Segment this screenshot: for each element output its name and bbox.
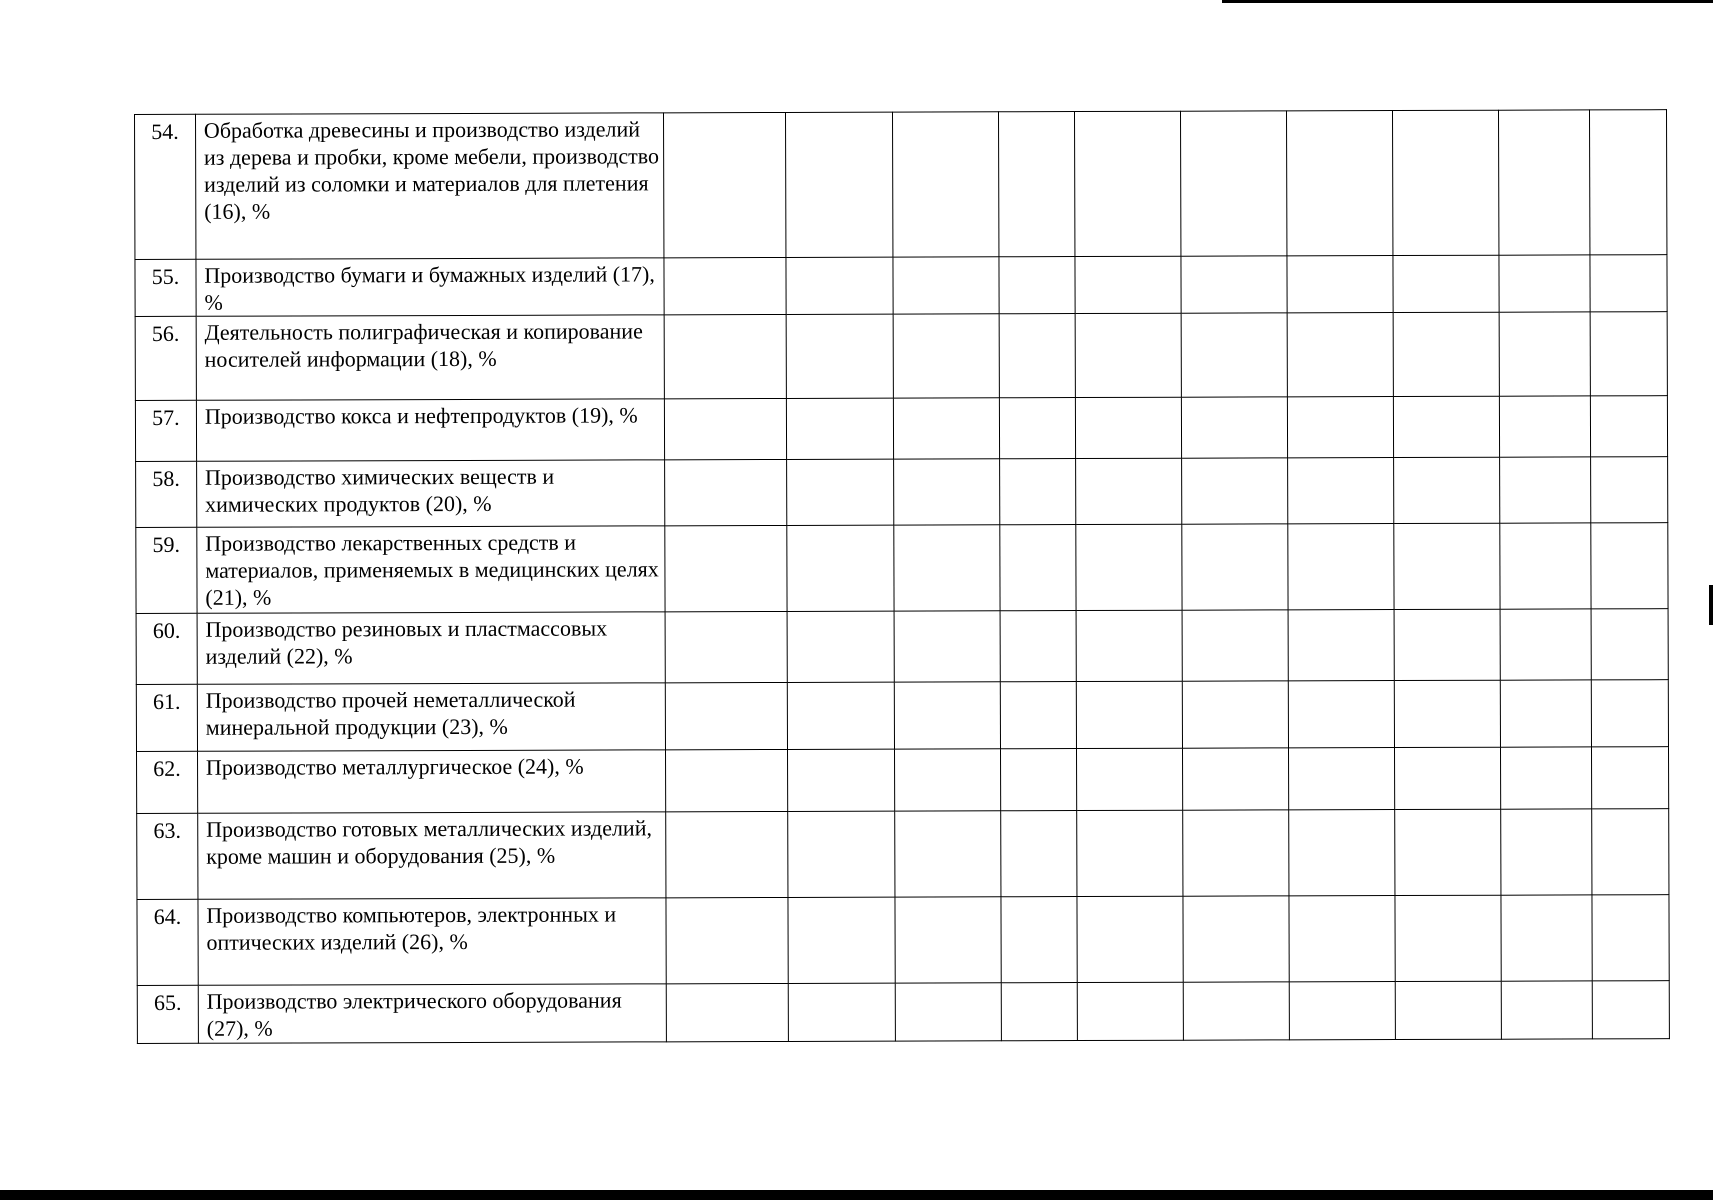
value-cell[interactable] <box>1393 396 1499 457</box>
table-row <box>135 396 1667 462</box>
value-cell[interactable] <box>1182 458 1288 524</box>
value-cell[interactable] <box>786 398 893 459</box>
value-cell[interactable] <box>1182 681 1288 748</box>
value-cell[interactable] <box>666 897 788 983</box>
table-row <box>137 981 1669 1044</box>
value-cell[interactable] <box>1499 255 1590 312</box>
row-number: 65. <box>137 985 198 1043</box>
value-cell[interactable] <box>893 398 999 459</box>
value-cell[interactable] <box>1394 457 1500 523</box>
value-cell[interactable] <box>895 897 1001 983</box>
value-cell[interactable] <box>786 257 893 314</box>
indicators-table <box>134 109 1670 1044</box>
row-number: 58. <box>136 461 197 527</box>
value-cell[interactable] <box>999 459 1076 525</box>
value-cell[interactable] <box>999 398 1076 459</box>
value-cell[interactable] <box>1077 896 1183 982</box>
value-cell[interactable] <box>666 811 788 897</box>
value-cell[interactable] <box>1182 524 1288 610</box>
value-cell[interactable] <box>1501 747 1592 809</box>
value-cell[interactable] <box>1288 524 1394 610</box>
row-indicator-name: Производство кокса и нефтепродуктов (19), % <box>196 399 664 461</box>
value-cell[interactable] <box>895 983 1001 1041</box>
value-cell[interactable] <box>999 314 1076 398</box>
value-cell[interactable] <box>665 682 787 749</box>
value-cell[interactable] <box>1591 457 1668 523</box>
value-cell[interactable] <box>665 749 787 811</box>
value-cell[interactable] <box>894 682 1000 749</box>
value-cell[interactable] <box>1395 895 1501 981</box>
value-cell[interactable] <box>1499 312 1591 396</box>
row-number: 56. <box>135 316 196 400</box>
value-cell[interactable] <box>893 459 999 525</box>
table-row <box>137 747 1669 814</box>
value-cell[interactable] <box>892 112 998 257</box>
row-indicator-name: Производство химических веществ и химических продуктов (20), % <box>196 460 664 527</box>
value-cell[interactable] <box>1395 809 1501 895</box>
table-row <box>135 110 1667 260</box>
value-cell[interactable] <box>1075 111 1181 256</box>
scan-edge-top <box>1222 0 1713 3</box>
value-cell[interactable] <box>1181 256 1287 313</box>
value-cell[interactable] <box>894 749 1000 811</box>
value-cell[interactable] <box>1500 680 1591 747</box>
value-cell[interactable] <box>998 257 1075 314</box>
value-cell[interactable] <box>1393 110 1499 255</box>
value-cell[interactable] <box>1287 313 1393 397</box>
row-number: 62. <box>137 751 198 813</box>
value-cell[interactable] <box>1501 981 1592 1039</box>
row-number: 63. <box>137 813 198 899</box>
value-cell[interactable] <box>664 314 786 398</box>
value-cell[interactable] <box>1076 610 1182 681</box>
value-cell[interactable] <box>1183 810 1289 896</box>
value-cell[interactable] <box>787 682 894 749</box>
value-cell[interactable] <box>893 525 999 611</box>
value-cell[interactable] <box>1077 748 1183 810</box>
value-cell[interactable] <box>1000 749 1077 811</box>
value-cell[interactable] <box>664 257 786 314</box>
value-cell[interactable] <box>998 112 1075 257</box>
value-cell[interactable] <box>894 611 1000 682</box>
value-cell[interactable] <box>663 112 785 257</box>
row-indicator-name: Производство металлургическое (24), % <box>197 750 665 813</box>
value-cell[interactable] <box>1287 256 1393 313</box>
value-cell[interactable] <box>1501 809 1593 895</box>
value-cell[interactable] <box>785 112 892 257</box>
row-indicator-name: Производство готовых металлических изделий, кроме машин и оборудования (25), % <box>198 812 666 899</box>
value-cell[interactable] <box>1183 982 1289 1040</box>
value-cell[interactable] <box>893 314 999 398</box>
value-cell[interactable] <box>1001 983 1078 1041</box>
row-indicator-name: Обработка древесины и производство изделий из дерева и пробки, кроме мебели, производство изделий из соломки и материалов для плетения (16), % <box>195 113 663 259</box>
value-cell[interactable] <box>1289 896 1395 982</box>
value-cell[interactable] <box>1393 312 1499 396</box>
value-cell[interactable] <box>1182 397 1288 458</box>
value-cell[interactable] <box>1000 811 1077 897</box>
value-cell[interactable] <box>1394 523 1500 609</box>
value-cell[interactable] <box>1076 681 1182 748</box>
value-cell[interactable] <box>1590 312 1667 396</box>
value-cell[interactable] <box>1394 609 1500 680</box>
table-row <box>135 255 1667 317</box>
value-cell[interactable] <box>893 257 999 314</box>
row-number: 55. <box>135 259 196 316</box>
row-number: 64. <box>137 899 198 985</box>
value-cell[interactable] <box>1590 255 1667 312</box>
value-cell[interactable] <box>1289 810 1395 896</box>
value-cell[interactable] <box>1288 610 1394 681</box>
row-number: 59. <box>136 527 197 613</box>
table-row <box>136 457 1668 528</box>
value-cell[interactable] <box>1289 982 1395 1040</box>
value-cell[interactable] <box>1287 397 1393 458</box>
value-cell[interactable] <box>1499 396 1590 457</box>
row-number: 57. <box>135 400 196 461</box>
value-cell[interactable] <box>1500 457 1591 523</box>
value-cell[interactable] <box>1077 982 1183 1040</box>
value-cell[interactable] <box>787 749 894 811</box>
value-cell[interactable] <box>788 897 895 983</box>
table-row <box>137 895 1669 986</box>
value-cell[interactable] <box>1394 680 1500 747</box>
value-cell[interactable] <box>1076 524 1182 610</box>
value-cell[interactable] <box>1183 748 1289 810</box>
scan-edge-right <box>1709 585 1713 625</box>
row-number: 54. <box>135 114 196 259</box>
row-number: 61. <box>136 684 197 751</box>
value-cell[interactable] <box>1592 680 1669 747</box>
value-cell[interactable] <box>1590 110 1667 255</box>
value-cell[interactable] <box>1288 681 1394 748</box>
value-cell[interactable] <box>1000 682 1077 749</box>
row-indicator-name: Производство бумаги и бумажных изделий (17), % <box>196 258 664 316</box>
row-indicator-name: Производство лекарственных средств и материалов, применяемых в медицинских целях (21), % <box>197 526 665 613</box>
value-cell[interactable] <box>665 525 787 611</box>
value-cell[interactable] <box>1183 896 1289 982</box>
value-cell[interactable] <box>1592 747 1669 809</box>
value-cell[interactable] <box>786 314 893 398</box>
table-row <box>136 680 1668 752</box>
value-cell[interactable] <box>1076 458 1182 524</box>
value-cell[interactable] <box>1593 981 1670 1039</box>
value-cell[interactable] <box>999 525 1076 611</box>
value-cell[interactable] <box>1075 256 1181 313</box>
value-cell[interactable] <box>1182 610 1288 681</box>
value-cell[interactable] <box>1289 748 1395 810</box>
value-cell[interactable] <box>1181 313 1287 397</box>
value-cell[interactable] <box>1395 981 1501 1039</box>
table-row <box>137 809 1669 900</box>
value-cell[interactable] <box>894 811 1000 897</box>
value-cell[interactable] <box>787 611 894 682</box>
value-cell[interactable] <box>1591 523 1668 609</box>
row-indicator-name: Производство компьютеров, электронных и оптических изделий (26), % <box>198 898 666 985</box>
value-cell[interactable] <box>1077 810 1183 896</box>
value-cell[interactable] <box>1501 895 1593 981</box>
value-cell[interactable] <box>787 811 894 897</box>
value-cell[interactable] <box>1075 313 1181 397</box>
row-indicator-name: Производство электрического оборудования (27), % <box>198 984 666 1043</box>
value-cell[interactable] <box>1591 396 1668 457</box>
table-row <box>135 312 1667 401</box>
value-cell[interactable] <box>664 398 786 459</box>
value-cell[interactable] <box>1001 897 1078 983</box>
value-cell[interactable] <box>1592 809 1669 895</box>
value-cell[interactable] <box>1287 111 1393 256</box>
value-cell[interactable] <box>1288 458 1394 524</box>
value-cell[interactable] <box>665 611 787 682</box>
scan-edge-bottom <box>0 1190 1713 1200</box>
value-cell[interactable] <box>1500 523 1592 609</box>
value-cell[interactable] <box>1076 397 1182 458</box>
value-cell[interactable] <box>1000 611 1077 682</box>
value-cell[interactable] <box>786 525 893 611</box>
value-cell[interactable] <box>664 459 786 525</box>
value-cell[interactable] <box>1181 111 1287 256</box>
value-cell[interactable] <box>786 459 893 525</box>
row-indicator-name: Деятельность полиграфическая и копирование носителей информации (18), % <box>196 315 664 400</box>
table-row <box>136 523 1668 614</box>
value-cell[interactable] <box>1500 609 1592 680</box>
value-cell[interactable] <box>1592 895 1669 981</box>
value-cell[interactable] <box>1393 255 1499 312</box>
value-cell[interactable] <box>1591 609 1668 680</box>
value-cell[interactable] <box>666 983 788 1041</box>
table-row <box>136 609 1668 685</box>
row-number: 60. <box>136 613 197 684</box>
row-indicator-name: Производство резиновых и пластмассовых изделий (22), % <box>197 612 665 684</box>
value-cell[interactable] <box>788 983 895 1041</box>
value-cell[interactable] <box>1499 110 1591 255</box>
row-indicator-name: Производство прочей неметаллической минеральной продукции (23), % <box>197 683 665 751</box>
value-cell[interactable] <box>1395 747 1501 809</box>
